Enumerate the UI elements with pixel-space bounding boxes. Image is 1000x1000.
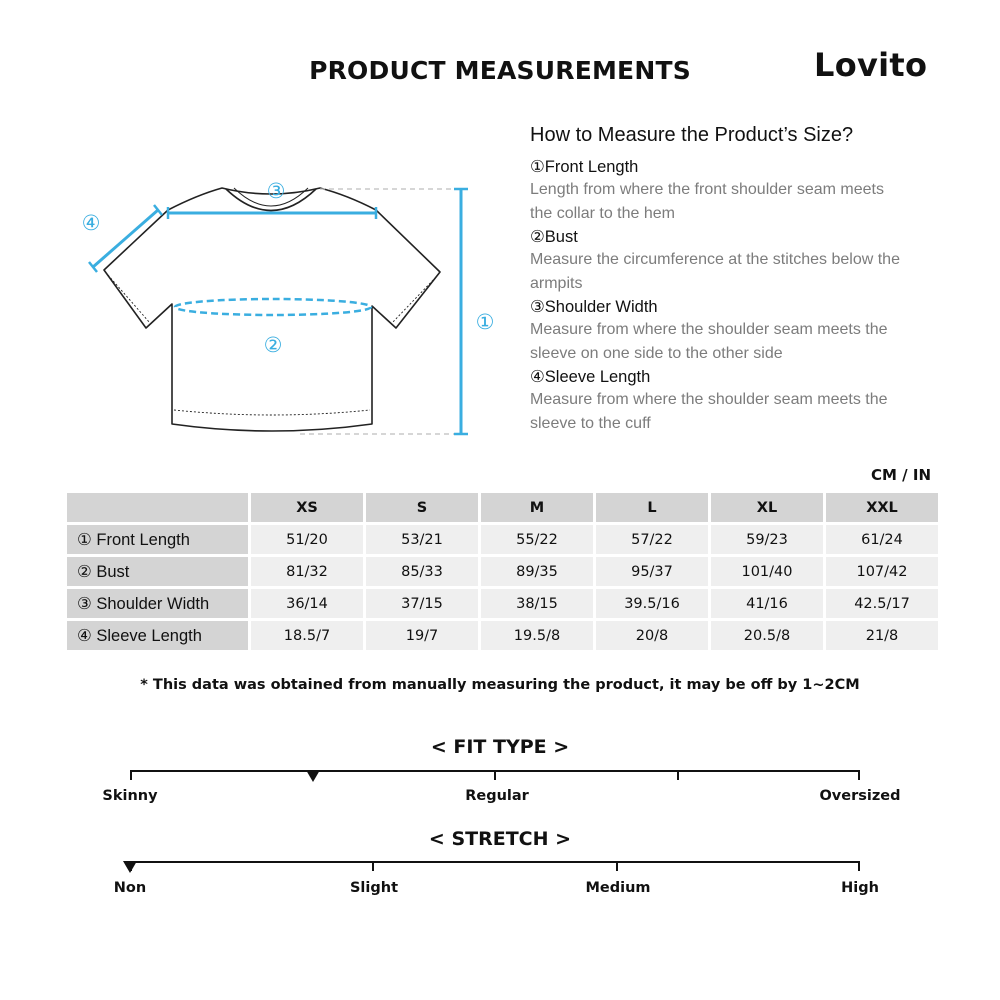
guide-item-front-length <box>530 157 950 225</box>
row-label: ② Bust <box>67 557 248 586</box>
table-cell: 61/24 <box>826 525 938 554</box>
brand-logo: Lovito <box>814 46 928 84</box>
stretch-label-slight: Slight <box>349 880 399 896</box>
fit-label-skinny: Skinny <box>102 788 158 804</box>
table-cell: 53/21 <box>366 525 478 554</box>
size-header: XXL <box>826 493 938 522</box>
row-label: ① Front Length <box>67 525 248 554</box>
guide-item-sleeve-length <box>530 367 950 435</box>
table-cell: 37/15 <box>366 589 478 618</box>
marker-sleeve-length: ④ <box>81 211 101 235</box>
table-cell: 95/37 <box>596 557 708 586</box>
table-cell: 89/35 <box>481 557 593 586</box>
scale-tick <box>372 861 374 871</box>
table-cell: 57/22 <box>596 525 708 554</box>
guide-item-desc: Measure the circumference at the stitches below the armpits <box>530 251 900 292</box>
table-cell: 51/20 <box>251 525 363 554</box>
fit-label-oversized: Oversized <box>819 788 901 804</box>
table-cell: 55/22 <box>481 525 593 554</box>
scale-line <box>130 861 860 863</box>
page-title: PRODUCT MEASUREMENTS <box>309 56 691 85</box>
marker-shoulder-width: ③ <box>266 179 286 203</box>
guide-item-title: ②Bust <box>530 228 578 246</box>
table-cell: 42.5/17 <box>826 589 938 618</box>
table-cell: 38/15 <box>481 589 593 618</box>
size-header: L <box>596 493 708 522</box>
guide-item-title: ①Front Length <box>530 158 639 176</box>
stretch-scale <box>130 861 860 875</box>
marker-labels <box>82 179 495 357</box>
marker-front-length: ① <box>475 310 495 334</box>
guide-item-bust <box>530 227 950 295</box>
table-row <box>67 525 938 554</box>
guide-item-desc: Measure from where the shoulder seam meets the sleeve on one side to the other side <box>530 321 888 362</box>
table-row <box>67 589 938 618</box>
table-cell: 19.5/8 <box>481 621 593 650</box>
scale-tick <box>858 861 860 871</box>
measurement-note: * This data was obtained from manually measuring the product, it may be off by 1~2CM <box>140 677 860 693</box>
table-cell: 21/8 <box>826 621 938 650</box>
table-cell: 85/33 <box>366 557 478 586</box>
guide-item-desc: Measure from where the shoulder seam meets the sleeve to the cuff <box>530 391 888 432</box>
table-cell: 41/16 <box>711 589 823 618</box>
guide-item-title: ④Sleeve Length <box>530 368 651 386</box>
table-cell: 59/23 <box>711 525 823 554</box>
guide-item-desc: Length from where the front shoulder seam meets the collar to the hem <box>530 181 884 222</box>
size-header-row <box>67 493 938 522</box>
scale-tick <box>677 770 679 780</box>
stretch-label-non: Non <box>113 880 147 896</box>
size-header: M <box>481 493 593 522</box>
guide-heading: How to Measure the Product’s Size? <box>530 124 854 146</box>
scale-tick <box>616 861 618 871</box>
stretch-label-high: High <box>841 880 879 896</box>
table-row <box>67 557 938 586</box>
shoulder-width-line <box>168 207 376 219</box>
guide-item-title: ③Shoulder Width <box>530 298 658 316</box>
measuring-guide <box>530 124 950 437</box>
table-cell: 36/14 <box>251 589 363 618</box>
front-length-line <box>454 189 468 434</box>
stretch-title: < STRETCH > <box>428 828 572 850</box>
table-row <box>67 621 938 650</box>
size-header: XS <box>251 493 363 522</box>
size-table <box>64 490 941 653</box>
table-cell: 20.5/8 <box>711 621 823 650</box>
fit-type-indicator <box>306 770 320 782</box>
size-header: XL <box>711 493 823 522</box>
table-cell: 18.5/7 <box>251 621 363 650</box>
tshirt-diagram <box>70 170 510 450</box>
fit-type-title: < FIT TYPE > <box>430 736 570 758</box>
scale-tick <box>858 770 860 780</box>
table-cell: 101/40 <box>711 557 823 586</box>
table-cell: 19/7 <box>366 621 478 650</box>
row-label: ④ Sleeve Length <box>67 621 248 650</box>
t-shirt-icon <box>104 188 440 431</box>
table-corner <box>67 493 248 522</box>
row-label: ③ Shoulder Width <box>67 589 248 618</box>
unit-label: CM / IN <box>871 466 931 484</box>
marker-bust: ② <box>263 333 283 357</box>
bust-line <box>175 299 371 315</box>
scale-tick <box>494 770 496 780</box>
table-cell: 39.5/16 <box>596 589 708 618</box>
table-cell: 81/32 <box>251 557 363 586</box>
stretch-label-medium: Medium <box>585 880 651 896</box>
table-cell: 20/8 <box>596 621 708 650</box>
scale-tick <box>130 770 132 780</box>
stretch-indicator <box>123 861 137 873</box>
fit-type-scale <box>130 770 860 784</box>
fit-label-regular: Regular <box>465 788 529 804</box>
guide-item-shoulder-width <box>530 297 950 365</box>
table-cell: 107/42 <box>826 557 938 586</box>
size-header: S <box>366 493 478 522</box>
